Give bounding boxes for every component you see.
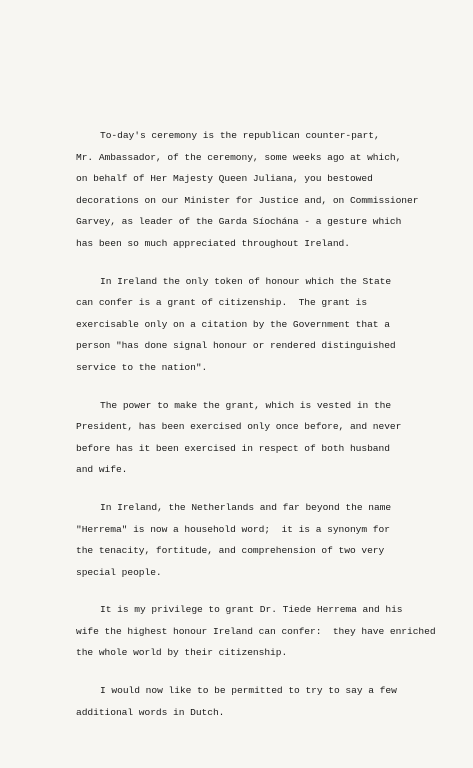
text-line: decorations on our Minister for Justice and, on Commissioner bbox=[76, 194, 419, 206]
text-line: additional words in Dutch. bbox=[76, 706, 225, 718]
paragraph-2 bbox=[76, 271, 456, 379]
typed-letter-body bbox=[76, 125, 456, 739]
text-line: It is my privilege to grant Dr. Tiede Herrema and his bbox=[100, 604, 403, 616]
text-line: I would now like to be permitted to try to say a few bbox=[100, 685, 397, 697]
text-line: the tenacity, fortitude, and comprehension of two very bbox=[76, 545, 385, 557]
text-line: the whole world by their citizenship. bbox=[76, 647, 288, 659]
text-line: Mr. Ambassador, of the ceremony, some weeks ago at which, bbox=[76, 151, 402, 163]
text-line: In Ireland the only token of honour which the State bbox=[100, 275, 392, 287]
text-line: Garvey, as leader of the Garda Síochána - a gesture which bbox=[76, 216, 402, 228]
paragraph-5 bbox=[76, 599, 456, 664]
text-line: before has it been exercised in respect of both husband bbox=[76, 442, 390, 454]
text-line: "Herrema" is now a household word; it is a synonym for bbox=[76, 523, 390, 535]
paragraph-6 bbox=[76, 680, 456, 723]
text-line: The power to make the grant, which is vested in the bbox=[100, 399, 392, 411]
text-line: has been so much appreciated throughout Ireland. bbox=[76, 237, 350, 249]
text-line: person "has done signal honour or rendered distinguished bbox=[76, 340, 396, 352]
text-line: special people. bbox=[76, 566, 162, 578]
text-line: In Ireland, the Netherlands and far beyond the name bbox=[100, 501, 392, 513]
text-line: exercisable only on a citation by the Government that a bbox=[76, 318, 390, 330]
paragraph-3 bbox=[76, 395, 456, 481]
text-line: can confer is a grant of citizenship. The grant is bbox=[76, 297, 368, 309]
text-line: on behalf of Her Majesty Queen Juliana, you bestowed bbox=[76, 173, 373, 185]
paragraph-1 bbox=[76, 125, 456, 255]
text-line: and wife. bbox=[76, 464, 128, 476]
text-line: To-day's ceremony is the republican counter-part, bbox=[100, 130, 380, 141]
text-line: service to the nation". bbox=[76, 361, 208, 373]
text-line: wife the highest honour Ireland can confer: they have enriched bbox=[76, 625, 436, 637]
text-line: President, has been exercised only once before, and never bbox=[76, 421, 402, 433]
paragraph-4 bbox=[76, 497, 456, 583]
